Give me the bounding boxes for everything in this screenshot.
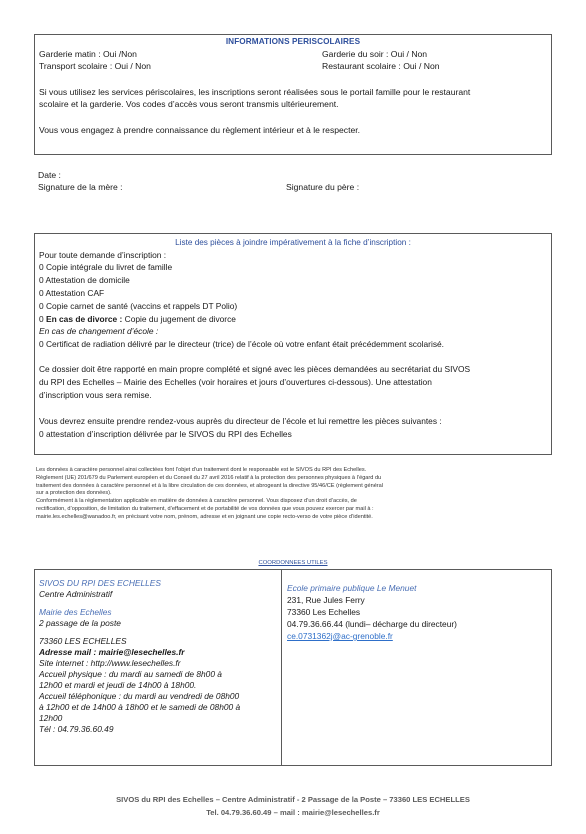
accueil-physique-line2: 12h00 et mardi et jeudi de 14h00 à 18h00.	[39, 680, 197, 690]
sivos-name: SIVOS DU RPI DES ECHELLES	[39, 578, 161, 588]
pieces-box	[34, 233, 552, 455]
pieces-title: Liste des pièces à joindre impérativement à la fiche d’inscription :	[175, 238, 411, 247]
piece-sante: 0 Copie carnet de santé (vaccins et rappels DT Polio)	[39, 301, 238, 311]
pieces-intro: Pour toute demande d’inscription :	[39, 250, 167, 260]
signature-pere-label: Signature du père :	[286, 182, 360, 192]
transport-scolaire: Transport scolaire : Oui / Non	[39, 61, 151, 71]
footer-line1: SIVOS du RPI des Echelles – Centre Administratif - 2 Passage de la Poste – 73360 LES ECHELLES	[116, 795, 470, 804]
piece-radiation: 0 Certificat de radiation délivré par le directeur (trice) de l’école où votre enfant était précédemment scolarisé.	[39, 339, 444, 349]
ecole-rue: 231, Rue Jules Ferry	[287, 595, 365, 605]
signature-mere-label: Signature de la mère :	[38, 182, 123, 192]
accueil-tel-line3: 12h00	[39, 713, 63, 723]
mairie-cp: 73360 LES ECHELLES	[39, 636, 127, 646]
piece-domicile: 0 Attestation de domicile	[39, 275, 130, 285]
periscolaire-para2: Vous vous engagez à prendre connaissance du règlement intérieur et à le respecter.	[39, 125, 361, 135]
piece-divorce-bold: En cas de divorce :	[46, 314, 123, 324]
centre-administratif: Centre Administratif	[39, 589, 113, 599]
ecole-email-link[interactable]: ce.0731362j@ac-grenoble.fr	[287, 631, 393, 641]
footer-line2: Tel. 04.79.36.60.49 – mail : mairie@lesechelles.fr	[206, 808, 380, 817]
piece-divorce-rest: Copie du jugement de divorce	[122, 314, 236, 324]
garderie-matin: Garderie matin : Oui /Non	[39, 49, 137, 59]
piece-divorce-prefix: 0	[39, 314, 46, 324]
dossier-line1: Ce dossier doit être rapporté en main propre complété et signé avec les pièces demandées au secrétariat du SIVOS	[39, 364, 471, 374]
legal-notice	[36, 467, 552, 522]
ensuite-line2: 0 attestation d’inscription délivrée par le SIVOS du RPI des Echelles	[39, 429, 292, 439]
periscolaire-title: INFORMATIONS PERISCOLAIRES	[225, 37, 361, 46]
accueil-tel-line1: Accueil téléphonique : du mardi au vendredi de 08h00	[39, 691, 240, 701]
legal-line: Conformément à la réglementation applicable en matière de données à caractère personnel. Vous disposez d’un droit d’accès, de	[36, 498, 357, 505]
coordonnees-title	[0, 560, 586, 566]
mairie-mail: Adresse mail : mairie@lesechelles.fr	[39, 647, 185, 657]
legal-line: traitement des données à caractère personnel et à la libre circulation de ces données, et abrogeant la directive 95/46/CE (règlement général	[36, 482, 384, 489]
dossier-line2: du RPI des Echelles – Mairie des Echelles (voir horaires et jours d’ouvertures ci-dessous). Une attestation	[39, 377, 432, 387]
mairie-name: Mairie des Echelles	[39, 607, 112, 617]
piece-livret: 0 Copie intégrale du livret de famille	[39, 262, 173, 272]
ecole-telephone: 04.79.36.66.44 (lundi– décharge du directeur)	[287, 619, 457, 629]
column-divider	[281, 570, 282, 765]
mairie-telephone: Tél : 04.79.36.60.49	[39, 724, 114, 734]
legal-line: mairie.les.echelles@wanadoo.fr, en précisant votre nom, prénom, adresse et en joignant une copie recto-verso de votre pièce d’identité.	[36, 513, 373, 520]
mairie-site: Site internet : http://www.lesechelles.fr	[39, 658, 181, 668]
legal-line: Règlement (UE) 201/679 du Parlement européen et du Conseil du 27 avril 2016 relatif à la protection des personnes physiques à l’égard du	[36, 474, 382, 481]
ecole-ville: 73360 Les Echelles	[287, 607, 361, 617]
piece-caf: 0 Attestation CAF	[39, 288, 105, 298]
accueil-physique-line1: Accueil physique : du mardi au samedi de 8h00 à	[39, 669, 222, 679]
legal-line: sur a protection des données).	[36, 490, 112, 497]
periscolaire-para1-line1: Si vous utilisez les services périscolaires, les inscriptions seront réalisées sous le portail famille pour le restaurant	[39, 87, 471, 97]
mairie-adresse: 2 passage de la poste	[39, 618, 121, 628]
dossier-line3: d’inscription vous sera remise.	[39, 390, 152, 400]
periscolaire-box	[34, 34, 552, 155]
piece-divorce	[39, 314, 236, 325]
restaurant-scolaire: Restaurant scolaire : Oui / Non	[322, 61, 440, 71]
legal-line: Les données à caractère personnel ainsi collectées font l’objet d’un traitement dont le responsable est le SIVOS du RPI des Echelles.	[36, 467, 367, 473]
ecole-name: Ecole primaire publique Le Menuet	[287, 583, 417, 593]
changement-ecole-label: En cas de changement d’école :	[39, 326, 159, 336]
accueil-tel-line2: à 12h00 et de 14h00 à 18h00 et le samedi de 08h00 à	[39, 702, 241, 712]
periscolaire-para1-line2: scolaire et la garderie. Vos codes d’accès vous seront transmis ultérieurement.	[39, 99, 339, 109]
coordonnees-box	[34, 569, 552, 766]
date-label: Date :	[38, 170, 61, 180]
legal-line: rectification, d’opposition, de limitation du traitement, d’effacement et de portabilité de vos données que vous pouvez exercer par mail à :	[36, 505, 374, 512]
ensuite-line1: Vous devrez ensuite prendre rendez-vous auprès du directeur de l’école et lui remettre les pièces suivantes :	[39, 416, 442, 426]
garderie-soir: Garderie du soir : Oui / Non	[322, 49, 428, 59]
coordonnees-title-text: COORDONNEES UTILES	[258, 560, 328, 566]
